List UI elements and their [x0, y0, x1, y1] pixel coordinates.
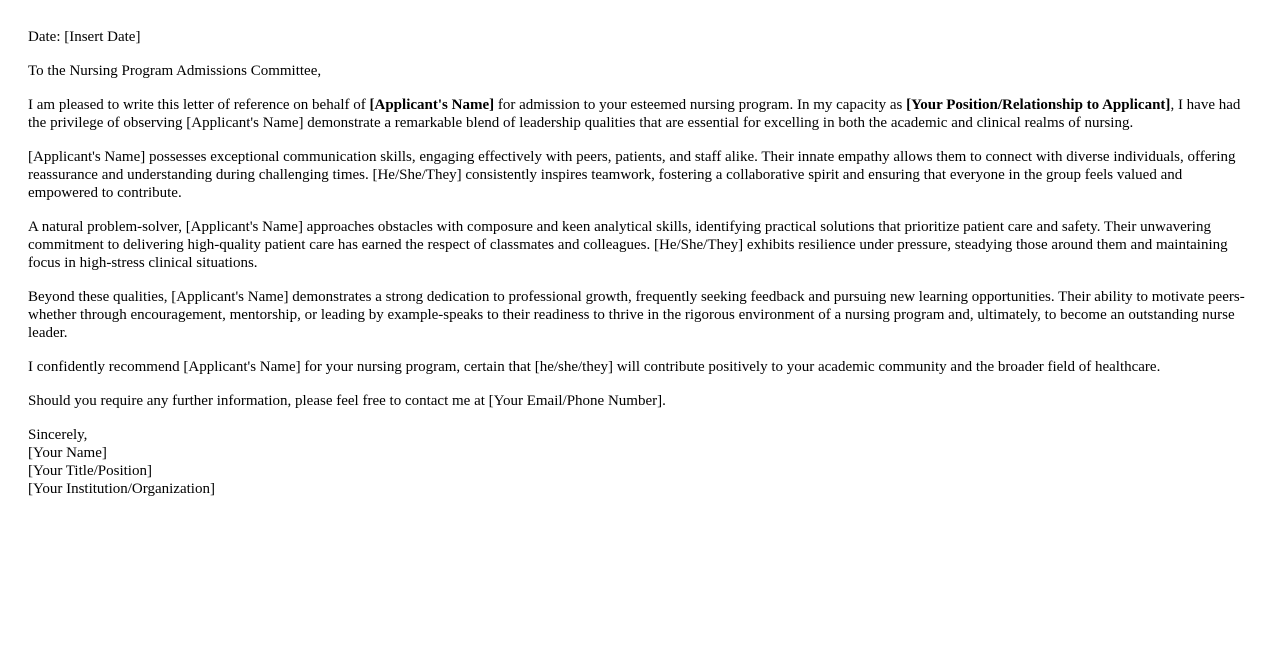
position-relationship-bold: [Your Position/Relationship to Applicant] — [906, 97, 1171, 113]
contact-paragraph: Should you require any further information, please feel free to contact me at [Your Email/Phone Number]. — [28, 393, 666, 409]
recommendation-paragraph: I confidently recommend [Applicant's Name] for your nursing program, certain that [he/she/they] will contribute positively to your academic community and the broader field of healthcare. — [28, 359, 1161, 375]
intro-text-part3: , I have had the privilege of observing [Applicant's Name] demonstrate a remarkable blend of leadership qualities that are essential for excelling in both the academic and clinical realms of nursing. — [28, 97, 1241, 131]
signature-block — [28, 426, 1250, 498]
applicant-name-bold: [Applicant's Name] — [369, 97, 495, 113]
problem-solving-paragraph: A natural problem-solver, [Applicant's Name] approaches obstacles with composure and keen analytical skills, identifying practical solutions that prioritize patient care and safety. Their unwavering commitment to delivering high-quality patient care has earned the respect of classmates and colleagues. [He/She/They] exhibits resilience under pressure, steadying those around them and maintaining focus in high-stress clinical situations. — [28, 219, 1228, 271]
letter-date: Date: [Insert Date] — [28, 29, 141, 45]
intro-text-part1: I am pleased to write this letter of reference on behalf of — [28, 97, 370, 113]
intro-paragraph — [28, 96, 1250, 132]
communication-paragraph: [Applicant's Name] possesses exceptional communication skills, engaging effectively with peers, patients, and staff alike. Their innate empathy allows them to connect with diverse individuals, offering reassurance and understanding during challenging times. [He/She/They] consistently inspires teamwork, fostering a collaborative spirit and ensuring that everyone in the group feels valued and empowered to contribute. — [28, 149, 1236, 201]
professional-growth-paragraph: Beyond these qualities, [Applicant's Name] demonstrates a strong dedication to professional growth, frequently seeking feedback and pursuing new learning opportunities. Their ability to motivate peers-whether through encouragement, mentorship, or leading by example-speaks to their readiness to thrive in the rigorous environment of a nursing program and, ultimately, to become an outstanding nurse leader. — [28, 289, 1245, 341]
intro-text-part2: for admission to your esteemed nursing program. In my capacity as — [494, 97, 907, 113]
closing-line: Sincerely, — [28, 427, 88, 443]
reference-letter — [28, 28, 1250, 498]
signer-institution: [Your Institution/Organization] — [28, 481, 215, 497]
signer-name: [Your Name] — [28, 445, 107, 461]
signer-title: [Your Title/Position] — [28, 463, 152, 479]
letter-salutation: To the Nursing Program Admissions Committee, — [28, 63, 322, 79]
